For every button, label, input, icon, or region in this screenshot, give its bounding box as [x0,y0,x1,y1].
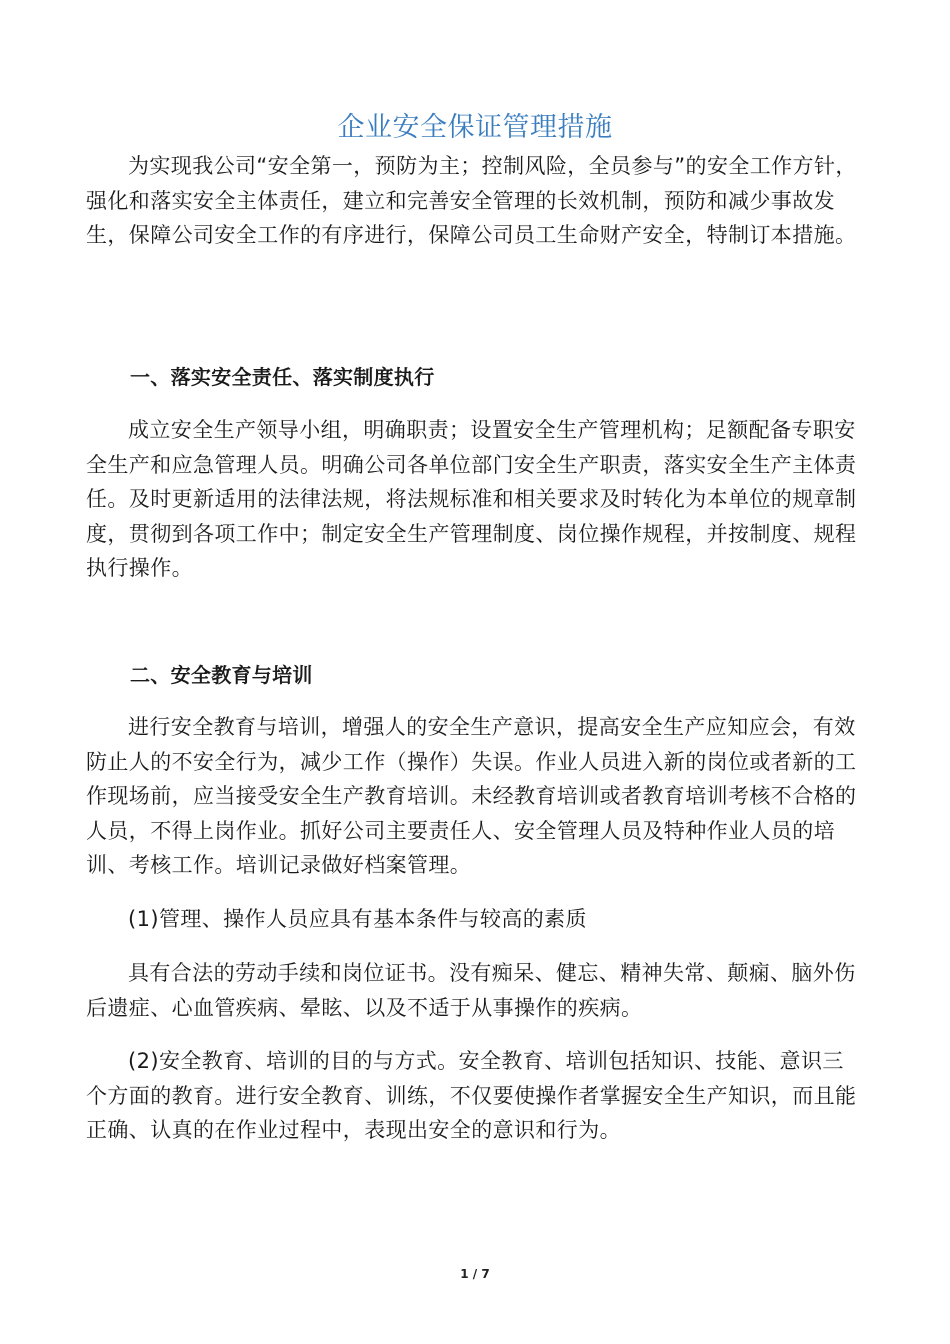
section-1-body: 成立安全生产领导小组，明确职责；设置安全生产管理机构；足额配备专职安全生产和应急管理人员。明确公司各单位部门安全生产职责，落实安全生产主体责任。及时更新适用的法律法规，将法规标准和相关要求及时转化为本单位的规章制度，贯彻到各项工作中；制定安全生产管理制度、岗位操作规程，并按制度、规程执行操作。 [86,418,857,580]
page-indicator: 1 / 7 [460,1267,490,1281]
section-2-item-1-body: 具有合法的劳动手续和岗位证书。没有痴呆、健忘、精神失常、颠痫、脑外伤后遗症、心血管疾病、晕眩、以及不适于从事操作的疾病。 [86,961,856,1020]
section-1-heading: 一、落实安全责任、落实制度执行 [130,365,435,389]
section-2-heading: 二、安全教育与培训 [130,663,313,687]
document-title: 企业安全保证管理措施 [337,112,613,144]
section-2-body: 进行安全教育与培训，增强人的安全生产意识，提高安全生产应知应会，有效防止人的不安全行为，减少工作（操作）失误。作业人员进入新的岗位或者新的工作现场前，应当接受安全生产教育培训。未经教育培训或者教育培训考核不合格的人员，不得上岗作业。抓好公司主要责任人、安全管理人员及特种作业人员的培训、考核工作。培训记录做好档案管理。 [86,715,857,877]
section-2-item-1: (1)管理、操作人员应具有基本条件与较高的素质 [128,907,587,931]
section-2-item-2: (2)安全教育、培训的目的与方式。安全教育、培训包括知识、技能、意识三个方面的教育。进行安全教育、训练，不仅要使操作者掌握安全生产知识，而且能正确、认真的在作业过程中，表现出安全的意识和行为。 [86,1049,857,1142]
intro-paragraph: 为实现我公司“安全第一，预防为主；控制风险，全员参与”的安全工作方针，强化和落实安全主体责任，建立和完善安全管理的长效机制，预防和减少事故发生，保障公司安全工作的有序进行，保障公司员工生命财产安全，特制订本措施。 [86,154,857,247]
